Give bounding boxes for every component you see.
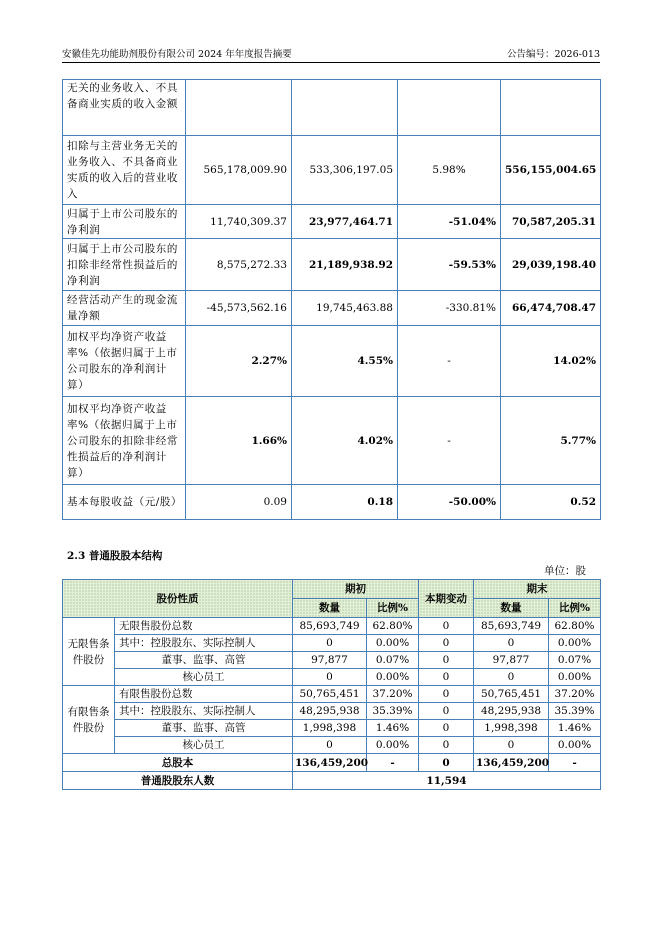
cell-value: 50,765,451 xyxy=(474,686,549,703)
header-divider xyxy=(62,62,600,63)
cell-value: 1.46% xyxy=(549,720,601,737)
cell-value: 70,587,205.31 xyxy=(501,205,601,239)
cell-value: 0 xyxy=(474,669,549,686)
cell-value: - xyxy=(367,754,419,772)
header-period-end: 期末 xyxy=(474,580,601,599)
table-row xyxy=(63,397,601,485)
cell-value: -45,573,562.16 xyxy=(186,291,292,326)
cell-value xyxy=(186,80,292,136)
cell-value: 136,459,200 xyxy=(293,754,367,772)
total-label: 总股本 xyxy=(63,754,293,772)
holders-count: 11,594 xyxy=(293,772,601,790)
row-label: 无关的业务收入、不具备商业实质的收入金额 xyxy=(63,80,186,136)
table-row xyxy=(63,635,601,652)
cell-value: 5.98% xyxy=(398,136,501,205)
cell-value: 29,039,198.40 xyxy=(501,239,601,291)
cell-value: 48,295,938 xyxy=(474,703,549,720)
cell-value: 4.55% xyxy=(292,326,398,397)
table-row xyxy=(63,652,601,669)
row-item: 有限售股份总数 xyxy=(115,686,293,703)
holders-row xyxy=(63,772,601,790)
header-row xyxy=(63,580,601,599)
cell-value xyxy=(501,80,601,136)
cell-value: 23,977,464.71 xyxy=(292,205,398,239)
table-row xyxy=(63,703,601,720)
cell-value: -51.04% xyxy=(398,205,501,239)
header-quantity: 数量 xyxy=(474,599,549,618)
cell-value: 4.02% xyxy=(292,397,398,485)
cell-value: 35.39% xyxy=(549,703,601,720)
table-row xyxy=(63,326,601,397)
cell-value: 0.07% xyxy=(549,652,601,669)
header-share-nature: 股份性质 xyxy=(63,580,293,618)
cell-value xyxy=(292,80,398,136)
row-item: 核心员工 xyxy=(115,737,293,754)
cell-value: -50.00% xyxy=(398,485,501,520)
row-item: 董事、监事、高管 xyxy=(115,720,293,737)
cell-value: 0.52 xyxy=(501,485,601,520)
cell-value: 0 xyxy=(419,703,474,720)
cell-value: 0.00% xyxy=(367,737,419,754)
cell-value: 0 xyxy=(419,652,474,669)
cell-value: 0.00% xyxy=(549,669,601,686)
cell-value: 0.00% xyxy=(367,635,419,652)
cell-value: 0 xyxy=(419,618,474,635)
cell-value: 8,575,272.33 xyxy=(186,239,292,291)
share-structure-table xyxy=(62,579,601,790)
cell-value: 19,745,463.88 xyxy=(292,291,398,326)
table-row xyxy=(63,737,601,754)
header-period-change: 本期变动 xyxy=(419,580,474,618)
header-ratio: 比例% xyxy=(549,599,601,618)
section-title: 2.3 普通股股本结构 xyxy=(67,550,163,562)
table-row xyxy=(63,291,601,326)
cell-value: 0 xyxy=(419,720,474,737)
cell-value: 14.02% xyxy=(501,326,601,397)
header-quantity: 数量 xyxy=(293,599,367,618)
cell-value: 0.00% xyxy=(549,737,601,754)
cell-value: 97,877 xyxy=(293,652,367,669)
cell-value: - xyxy=(398,397,501,485)
cell-value: 1,998,398 xyxy=(474,720,549,737)
financial-data-table xyxy=(62,79,601,520)
announcement-number: 公告编号：2026-013 xyxy=(506,49,600,60)
table-row xyxy=(63,136,601,205)
table-row xyxy=(63,80,601,136)
table-row xyxy=(63,205,601,239)
table-row xyxy=(63,485,601,520)
cell-value: 85,693,749 xyxy=(293,618,367,635)
unit-label: 单位：股 xyxy=(544,565,586,577)
cell-value: 0 xyxy=(474,635,549,652)
row-label: 经营活动产生的现金流量净额 xyxy=(63,291,186,326)
cell-value: 37.20% xyxy=(549,686,601,703)
holders-label: 普通股股东人数 xyxy=(63,772,293,790)
cell-value: 1,998,398 xyxy=(293,720,367,737)
row-label: 归属于上市公司股东的扣除非经常性损益后的净利润 xyxy=(63,239,186,291)
cell-value: 0 xyxy=(419,635,474,652)
cell-value: 1.66% xyxy=(186,397,292,485)
cell-value: 62.80% xyxy=(549,618,601,635)
cell-value: 0.00% xyxy=(549,635,601,652)
cell-value: 0.09 xyxy=(186,485,292,520)
cell-value: 21,189,938.92 xyxy=(292,239,398,291)
row-label: 加权平均净资产收益率%（依据归属于上市公司股东的扣除非经常性损益后的净利润计算） xyxy=(63,397,186,485)
cell-value xyxy=(398,80,501,136)
table-row xyxy=(63,669,601,686)
cell-value: - xyxy=(398,326,501,397)
row-item: 核心员工 xyxy=(115,669,293,686)
cell-value: 37.20% xyxy=(367,686,419,703)
header-ratio: 比例% xyxy=(367,599,419,618)
cell-value: 0.07% xyxy=(367,652,419,669)
cell-value: 1.46% xyxy=(367,720,419,737)
cell-value: 533,306,197.05 xyxy=(292,136,398,205)
row-item: 无限售股份总数 xyxy=(115,618,293,635)
cell-value: - xyxy=(549,754,601,772)
total-row xyxy=(63,754,601,772)
cell-value: 85,693,749 xyxy=(474,618,549,635)
cell-value: 62.80% xyxy=(367,618,419,635)
row-label: 归属于上市公司股东的净利润 xyxy=(63,205,186,239)
row-item: 其中：控股股东、实际控制人 xyxy=(115,703,293,720)
group-label: 无限售条件股份 xyxy=(63,618,115,686)
cell-value: 0 xyxy=(419,737,474,754)
page-header xyxy=(62,46,600,60)
cell-value: 556,155,004.65 xyxy=(501,136,601,205)
row-label: 扣除与主营业务无关的业务收入、不具备商业实质的收入后的营业收入 xyxy=(63,136,186,205)
group-label: 有限售条件股份 xyxy=(63,686,115,754)
cell-value: 0.00% xyxy=(367,669,419,686)
table-row xyxy=(63,618,601,635)
row-label: 基本每股收益（元/股） xyxy=(63,485,186,520)
cell-value: 5.77% xyxy=(501,397,601,485)
cell-value: 0 xyxy=(474,737,549,754)
header-period-begin: 期初 xyxy=(293,580,419,599)
header-title: 安徽佳先功能助剂股份有限公司 2024 年年度报告摘要 xyxy=(62,49,292,60)
cell-value: 66,474,708.47 xyxy=(501,291,601,326)
table-row xyxy=(63,686,601,703)
row-label: 加权平均净资产收益率%（依据归属于上市公司股东的净利润计算） xyxy=(63,326,186,397)
cell-value: -59.53% xyxy=(398,239,501,291)
cell-value: 48,295,938 xyxy=(293,703,367,720)
cell-value: 565,178,009.90 xyxy=(186,136,292,205)
cell-value: 50,765,451 xyxy=(293,686,367,703)
row-item: 其中：控股股东、实际控制人 xyxy=(115,635,293,652)
cell-value: 0 xyxy=(293,635,367,652)
cell-value: 97,877 xyxy=(474,652,549,669)
cell-value: 0.18 xyxy=(292,485,398,520)
cell-value: 0 xyxy=(293,737,367,754)
cell-value: 136,459,200 xyxy=(474,754,549,772)
cell-value: 0 xyxy=(293,669,367,686)
cell-value: 0 xyxy=(419,669,474,686)
cell-value: 35.39% xyxy=(367,703,419,720)
table-row xyxy=(63,239,601,291)
row-item: 董事、监事、高管 xyxy=(115,652,293,669)
cell-value: -330.81% xyxy=(398,291,501,326)
cell-value: 2.27% xyxy=(186,326,292,397)
cell-value: 0 xyxy=(419,754,474,772)
cell-value: 0 xyxy=(419,686,474,703)
table-row xyxy=(63,720,601,737)
cell-value: 11,740,309.37 xyxy=(186,205,292,239)
